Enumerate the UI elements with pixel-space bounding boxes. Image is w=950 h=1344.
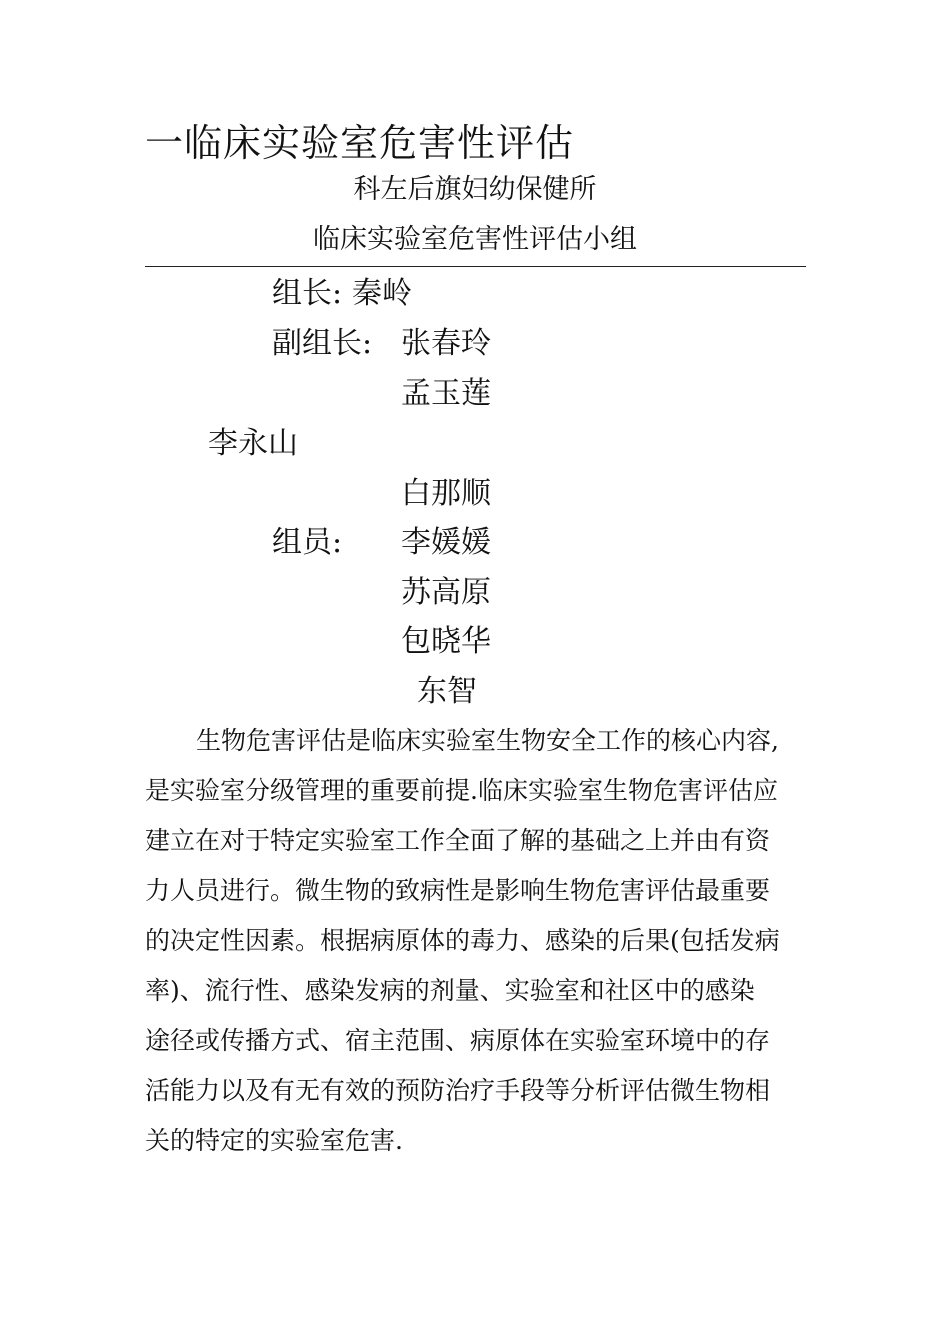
deputy-name-4: 白那顺	[401, 476, 491, 511]
group-name: 临床实验室危害性评估小组	[313, 224, 637, 255]
member-name-1: 李媛媛	[401, 525, 491, 560]
paragraph-line: 关的特定的实验室危害.	[145, 1126, 403, 1155]
paragraph-line: 率)、流行性、感染发病的剂量、实验室和社区中的感染	[145, 976, 755, 1005]
deputy-name-3: 李永山	[208, 426, 298, 461]
paragraph-line: 活能力以及有无有效的预防治疗手段等分析评估微生物相	[145, 1076, 771, 1105]
deputy-name-2: 孟玉莲	[401, 376, 491, 411]
paragraph-line: 建立在对于特定实验室工作全面了解的基础之上并由有资	[145, 826, 771, 855]
leader-name: 秦岭	[352, 276, 412, 311]
deputy-label: 副组长:	[272, 326, 373, 361]
document-title: 一临床实验室危害性评估	[145, 121, 575, 165]
paragraph-line: 途径或传播方式、宿主范围、病原体在实验室环境中的存	[145, 1026, 771, 1055]
paragraph-line: 的决定性因素。根据病原体的毒力、感染的后果(包括发病	[145, 926, 780, 955]
member-name-2: 苏高原	[401, 575, 491, 610]
paragraph-line: 生物危害评估是临床实验室生物安全工作的核心内容,	[196, 726, 779, 755]
member-label: 组员:	[272, 525, 343, 560]
deputy-name-1: 张春玲	[401, 326, 491, 361]
paragraph-line: 力人员进行。微生物的致病性是影响生物危害评估最重要	[145, 876, 771, 905]
header-divider	[145, 266, 806, 267]
body-paragraph	[145, 716, 810, 1166]
member-name-4: 东智	[417, 674, 477, 709]
member-name-3: 包晓华	[401, 624, 491, 659]
leader-label: 组长:	[272, 276, 343, 311]
organization-name: 科左后旗妇幼保健所	[353, 174, 597, 205]
paragraph-line: 是实验室分级管理的重要前提.临床实验室生物危害评估应	[145, 776, 778, 805]
